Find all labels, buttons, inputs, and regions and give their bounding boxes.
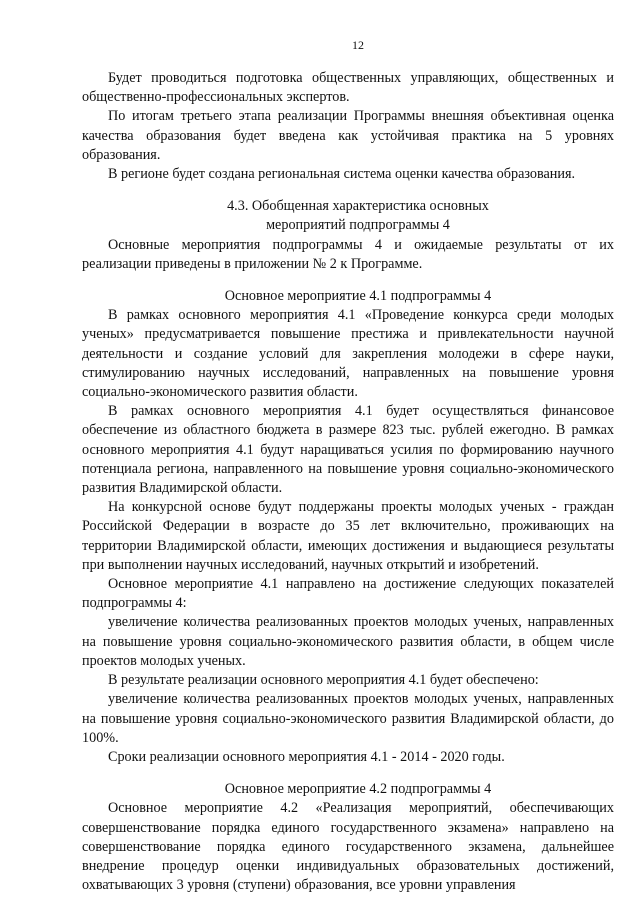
paragraph-regional-assessment-system: В регионе будет создана региональная система оценки качества образования. (108, 166, 576, 183)
section-heading-line-1: 4.3. Обобщенная характеристика основных (227, 198, 489, 215)
measure-4-1-paragraph-competition: На конкурсной основе будут поддержаны проекты молодых ученых - граждан Российской Федерации в возрасте до 35 лет включительно, проживающих на территории Владимирской области, имеющих достижения и выдающиеся результаты при выполнении научных исследований, научных открытий и изобретений. (82, 499, 614, 573)
paragraph-training-experts: Будет проводиться подготовка общественных управляющих, общественных и общественно-профессиональных экспертов. (82, 70, 614, 106)
measure-4-1-paragraph-indicator-item: увеличение количества реализованных проектов молодых ученых, направленных на повышение уровня социально-экономического развития области, в общем числе проектов молодых ученых. (82, 614, 614, 669)
measure-4-1-paragraph-indicators: Основное мероприятие 4.1 направлено на достижение следующих показателей подпрограммы 4: (82, 576, 614, 612)
measure-4-1-paragraph-result-item: увеличение количества реализованных проектов молодых ученых, направленных на повышение уровня социально-экономического развития Владимирской области, до 100%. (82, 691, 614, 746)
measure-4-1-paragraph-funding: В рамках основного мероприятия 4.1 будет осуществляться финансовое обеспечение из областного бюджета в размере 823 тыс. рублей ежегодно. В рамках основного мероприятия 4.1 будут наращиваться усилия по формированию научного потенциала региона, направленного на повышение уровня социально-экономического развития Владимирской области. (82, 403, 614, 497)
page-number: 12 (352, 38, 364, 52)
measure-4-1-paragraph-results: В результате реализации основного мероприятия 4.1 будет обеспечено: (108, 672, 539, 689)
measure-4-1-paragraph-scope: В рамках основного мероприятия 4.1 «Проведение конкурса среди молодых ученых» предусматривается повышение престижа и привлекательности научной деятельности и создание условий для закрепления молодежи в сфере науки, стимулированию научных исследований, направленных на повышение уровня социально-экономического развития области. (82, 307, 614, 401)
measure-4-1-heading: Основное мероприятие 4.1 подпрограммы 4 (224, 288, 492, 305)
paragraph-third-stage-assessment: По итогам третьего этапа реализации Программы внешняя объективная оценка качества образования будет введена как устойчивая практика на 5 уровнях образования. (82, 108, 614, 163)
section-heading-line-2: мероприятий подпрограммы 4 (266, 217, 450, 234)
measure-4-2-heading: Основное мероприятие 4.2 подпрограммы 4 (224, 781, 492, 798)
measure-4-1-paragraph-timeline: Сроки реализации основного мероприятия 4.1 - 2014 - 2020 годы. (108, 748, 505, 765)
measure-4-2-paragraph-scope: Основное мероприятие 4.2 «Реализация мероприятий, обеспечивающих совершенствование порядка единого государственного экзамена» направлено на совершенствование порядка единого государственного экзамена, дальнейшее внедрение процедур оценки индивидуальных образовательных достижений, охватывающих 3 уровня (ступени) образования, все уровни управления (82, 800, 614, 894)
section-intro-paragraph: Основные мероприятия подпрограммы 4 и ожидаемые результаты от их реализации приведены в приложении № 2 к Программе. (82, 236, 614, 272)
section-heading (82, 197, 614, 235)
